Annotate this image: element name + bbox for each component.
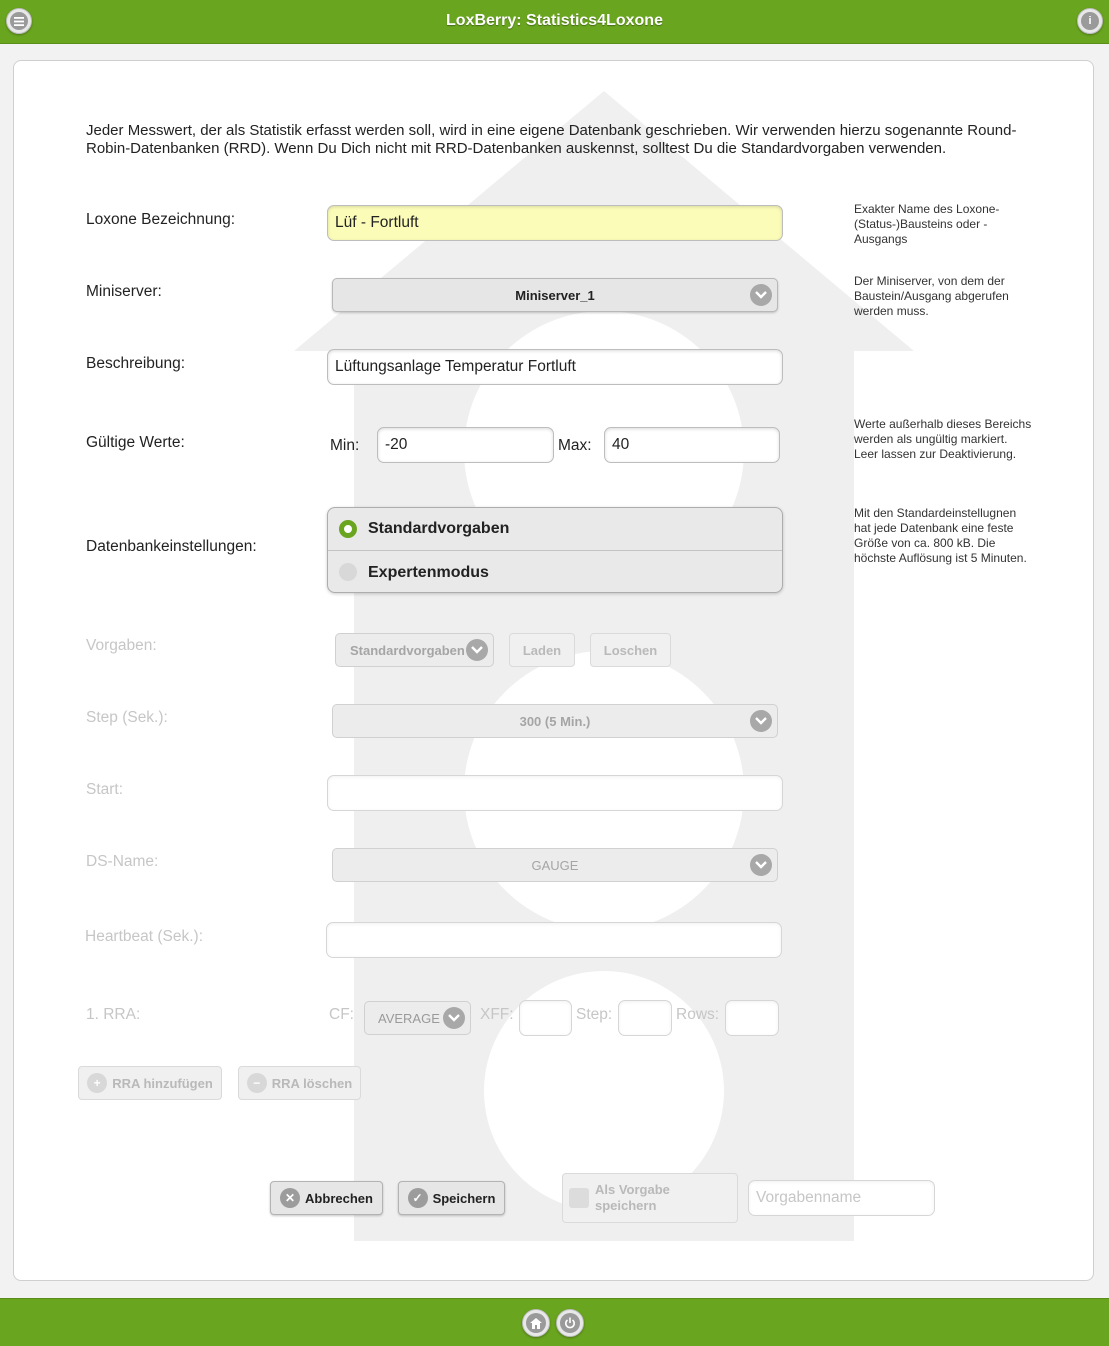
- presets-select-value: Standardvorgaben: [350, 642, 465, 658]
- cancel-button[interactable]: [270, 1181, 383, 1215]
- radio-checked-icon: [339, 520, 357, 538]
- rra-add-button[interactable]: [78, 1066, 222, 1100]
- power-icon: [560, 1313, 580, 1333]
- save-as-preset-toggle[interactable]: [562, 1173, 738, 1223]
- radio-expert-label: Expertenmodus: [368, 563, 489, 581]
- xff-label: XFF:: [480, 1006, 514, 1023]
- page-title: LoxBerry: Statistics4Loxone: [446, 12, 663, 29]
- footer-bar: [0, 1298, 1109, 1346]
- minus-icon: −: [247, 1073, 267, 1093]
- chevron-down-icon: [750, 284, 772, 306]
- heartbeat-label: Heartbeat (Sek.):: [85, 928, 204, 945]
- close-icon: ✕: [280, 1188, 300, 1208]
- cf-select[interactable]: [364, 1001, 471, 1035]
- rra-delete-button[interactable]: [238, 1066, 361, 1100]
- description-label: Beschreibung:: [86, 355, 186, 372]
- save-as-preset-label: Als Vorgabe speichern: [595, 1182, 670, 1213]
- db-settings-help: Mit den Standardeinstellugnen hat jede Datenbank eine feste Größe von ca. 800 kB. Die höchste Auflösung ist 5 Minuten.: [854, 506, 1027, 565]
- rra-add-label: RRA hinzufügen: [112, 1075, 213, 1091]
- cf-label: CF:: [329, 1006, 354, 1023]
- save-button[interactable]: [398, 1181, 505, 1215]
- step-select-value: 300 (5 Min.): [519, 713, 591, 729]
- presets-select[interactable]: [335, 633, 494, 667]
- cancel-label: Abbrechen: [305, 1190, 373, 1206]
- db-settings-label: Datenbankeinstellungen:: [86, 538, 257, 555]
- rra-step-input[interactable]: [618, 1000, 672, 1036]
- rows-label: Rows:: [676, 1006, 720, 1023]
- ds-name-select[interactable]: [332, 848, 778, 882]
- ds-name-label: DS-Name:: [86, 853, 159, 870]
- ds-name-select-value: GAUGE: [531, 857, 579, 873]
- power-button[interactable]: [556, 1309, 584, 1337]
- start-label: Start:: [86, 781, 124, 798]
- radio-unchecked-icon: [339, 563, 357, 581]
- save-label: Speichern: [432, 1190, 496, 1206]
- max-label: Max:: [558, 437, 592, 454]
- chevron-down-icon: [466, 639, 488, 661]
- loxone-name-help: Exakter Name des Loxone-(Status-)Bausteins oder -Ausgangs: [854, 202, 1000, 246]
- presets-label: Vorgaben:: [86, 637, 157, 654]
- radio-standard[interactable]: [328, 508, 782, 551]
- miniserver-help: Der Miniserver, von dem der Baustein/Ausgang abgerufen werden muss.: [854, 274, 1009, 318]
- rra-delete-label: RRA löschen: [271, 1075, 353, 1091]
- chevron-down-icon: [443, 1007, 465, 1029]
- info-button[interactable]: [1077, 8, 1103, 34]
- home-icon: [526, 1313, 546, 1333]
- min-input[interactable]: -20: [377, 427, 554, 463]
- home-button[interactable]: [522, 1309, 550, 1337]
- chevron-down-icon: [750, 710, 772, 732]
- rows-input[interactable]: [725, 1000, 779, 1036]
- form-card: [13, 60, 1094, 1281]
- intro-text: Jeder Messwert, der als Statistik erfasst werden soll, wird in eine eigene Datenbank geschrieben. Wir verwenden hierzu sogenannte Round-Robin-Datenbanken (RRD). Wenn Du Dich nicht mit RRD-Datenbanken auskennst, solltest Du die Standardvorgaben verwenden.: [86, 122, 1017, 157]
- header-bar: [0, 0, 1109, 44]
- step-select[interactable]: [332, 704, 778, 738]
- plus-icon: +: [87, 1073, 107, 1093]
- heartbeat-input[interactable]: [326, 922, 782, 958]
- radio-expert[interactable]: [328, 551, 782, 593]
- miniserver-label: Miniserver:: [86, 283, 162, 300]
- valid-values-help: Werte außerhalb dieses Bereichs werden als ungültig markiert. Leer lassen zur Deaktivierung.: [854, 417, 1032, 461]
- min-label: Min:: [330, 437, 360, 454]
- checkbox-icon: [569, 1188, 589, 1208]
- cf-select-value: AVERAGE: [378, 1010, 440, 1026]
- load-preset-button[interactable]: Laden: [509, 633, 575, 667]
- loxone-name-input[interactable]: Lüf - Fortluft: [327, 205, 783, 241]
- miniserver-select-value: Miniserver_1: [515, 287, 595, 303]
- description-input[interactable]: Lüftungsanlage Temperatur Fortluft: [327, 349, 783, 385]
- rra-label: 1. RRA:: [86, 1006, 141, 1023]
- loxone-name-label: Loxone Bezeichnung:: [86, 211, 236, 228]
- radio-standard-label: Standardvorgaben: [368, 520, 510, 537]
- step-label: Step (Sek.):: [86, 709, 168, 726]
- miniserver-select[interactable]: [332, 278, 778, 312]
- info-icon: i: [1081, 12, 1099, 30]
- check-icon: ✓: [408, 1188, 428, 1208]
- xff-input[interactable]: [519, 1000, 572, 1036]
- preset-name-input[interactable]: Vorgabenname: [748, 1180, 935, 1216]
- max-input[interactable]: 40: [604, 427, 780, 463]
- db-settings-radio-group: [327, 507, 783, 593]
- start-input[interactable]: [327, 775, 783, 811]
- chevron-down-icon: [750, 854, 772, 876]
- valid-values-label: Gültige Werte:: [86, 434, 185, 451]
- delete-preset-button[interactable]: Loschen: [590, 633, 671, 667]
- rra-step-label: Step:: [576, 1006, 613, 1023]
